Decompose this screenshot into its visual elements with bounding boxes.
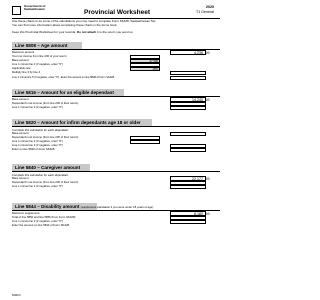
row-5808-1: Maximum amount	[12, 50, 35, 54]
dependant-base-cents: 00	[206, 98, 210, 102]
page-title: Provincial Worksheet	[84, 9, 150, 16]
row-5820-5: Enter on line 5820 of Form SK428.	[12, 147, 56, 151]
row-5808-4: Line 1 minus line 2 (if negative, enter "0")	[12, 62, 63, 66]
infirm-result-field[interactable]	[170, 148, 206, 152]
disability-max-cents: 00	[206, 212, 210, 216]
row-5844-4: Enter the amount on line 5844 of Form SK428.	[12, 223, 70, 227]
row-5808-2: Your net income from line 236 of your return	[12, 54, 67, 58]
row-5816-3: Line 1 minus line 2 (if negative, enter "0")	[12, 105, 63, 109]
row-5844-1: Maximum supplement	[12, 211, 40, 215]
row-5808-6: Multiply line 3 by line 4	[12, 70, 41, 74]
age-max-cents: 00	[206, 51, 210, 55]
tax-year: 2020	[206, 5, 214, 9]
dependant-result-field[interactable]	[170, 106, 206, 110]
intro-line-2: You can find more information about completing these charts in the forms book.	[12, 23, 118, 27]
row-5840-2: Dependant's net income (from line 236 of their return)	[12, 180, 79, 184]
caregiver-base-cents: 00	[206, 177, 210, 181]
government-line2: Saskatchewan	[24, 7, 45, 12]
intro-line-3: Keep this Provincial Worksheet for your records. Do not attach it to the return you send us.	[12, 30, 134, 34]
section-title-5840: Line 5840 – Caregiver amount	[15, 165, 81, 170]
age-rate: 15%	[130, 67, 160, 71]
age-line5-field[interactable]	[170, 71, 206, 75]
age-result-field[interactable]	[170, 76, 206, 80]
age-max-amount: 4,236	[170, 50, 206, 55]
row-5820-1: Base amount	[12, 131, 29, 135]
row-5844-2: Total of line 5850 and line 5856 (from Form SK428)	[12, 215, 76, 219]
intro-line-1: Use these charts to do some of the calculations you may need to complete Form SK428, Saskatchewan Tax.	[12, 19, 157, 23]
note-5820: Complete this calculation for each dependant.	[12, 128, 69, 132]
government-name	[24, 5, 45, 12]
form-name: T1 General	[196, 10, 214, 14]
infirm-base-field[interactable]	[170, 132, 206, 136]
section-divider	[12, 126, 220, 127]
caregiver-base-amount: 22,177	[170, 176, 206, 181]
row-5816-2: Dependant's net income (from line 236 of their return)	[12, 101, 79, 105]
row-5816-1: Base amount	[12, 97, 29, 101]
section-title-5808: Line 5808 – Age amount	[15, 43, 68, 48]
row-5820-2: Dependant's net income (from line 236 of their return)	[12, 135, 79, 139]
government-line1: Government of	[24, 4, 46, 8]
note-5840: Complete this calculation for each dependant.	[12, 173, 69, 177]
row-5808-3: Base amount	[12, 58, 29, 62]
section-title-5816: Line 5816 – Amount for an eligible dependant	[15, 90, 114, 95]
caregiver-result-field[interactable]	[170, 185, 206, 189]
row-5844-3: Line 1 minus line 2 (if negative, enter "0")	[12, 219, 63, 223]
row-5808-7: Line 1 minus line 5 (if negative, enter "0"). Enter this amount on line 5808 of Form SK428.	[12, 76, 115, 79]
form-code: 5008-D	[12, 294, 21, 297]
row-5840-1: Base amount	[12, 176, 29, 180]
section-title-suffix-5844: (supplement calculation if you were under 18 years of age)	[80, 205, 154, 209]
row-5820-3: Line 1 minus line 2 (if negative, enter "0")	[12, 139, 63, 143]
row-5808-5: Applicable rate	[12, 66, 31, 70]
disability-max-amount: 8,180	[170, 211, 206, 216]
row-5820-4: Line 1 minus line 3 (if negative, enter "0")	[12, 143, 63, 147]
section-title-5844: Line 5844 – Disability amount (supplement calculation if you were under 18 years of age)	[15, 204, 154, 209]
section-divider	[12, 171, 220, 172]
section-title-5820: Line 5820 – Amount for infirm dependants age 18 or older	[15, 120, 141, 125]
government-logo-icon	[12, 6, 21, 15]
row-5840-3: Line 1 minus line 2 (if negative, enter "0")	[12, 184, 63, 188]
dependant-base-amount: 14,240	[170, 97, 206, 102]
age-base-amount: 37,525	[130, 59, 160, 63]
disability-result-field[interactable]	[170, 220, 206, 224]
